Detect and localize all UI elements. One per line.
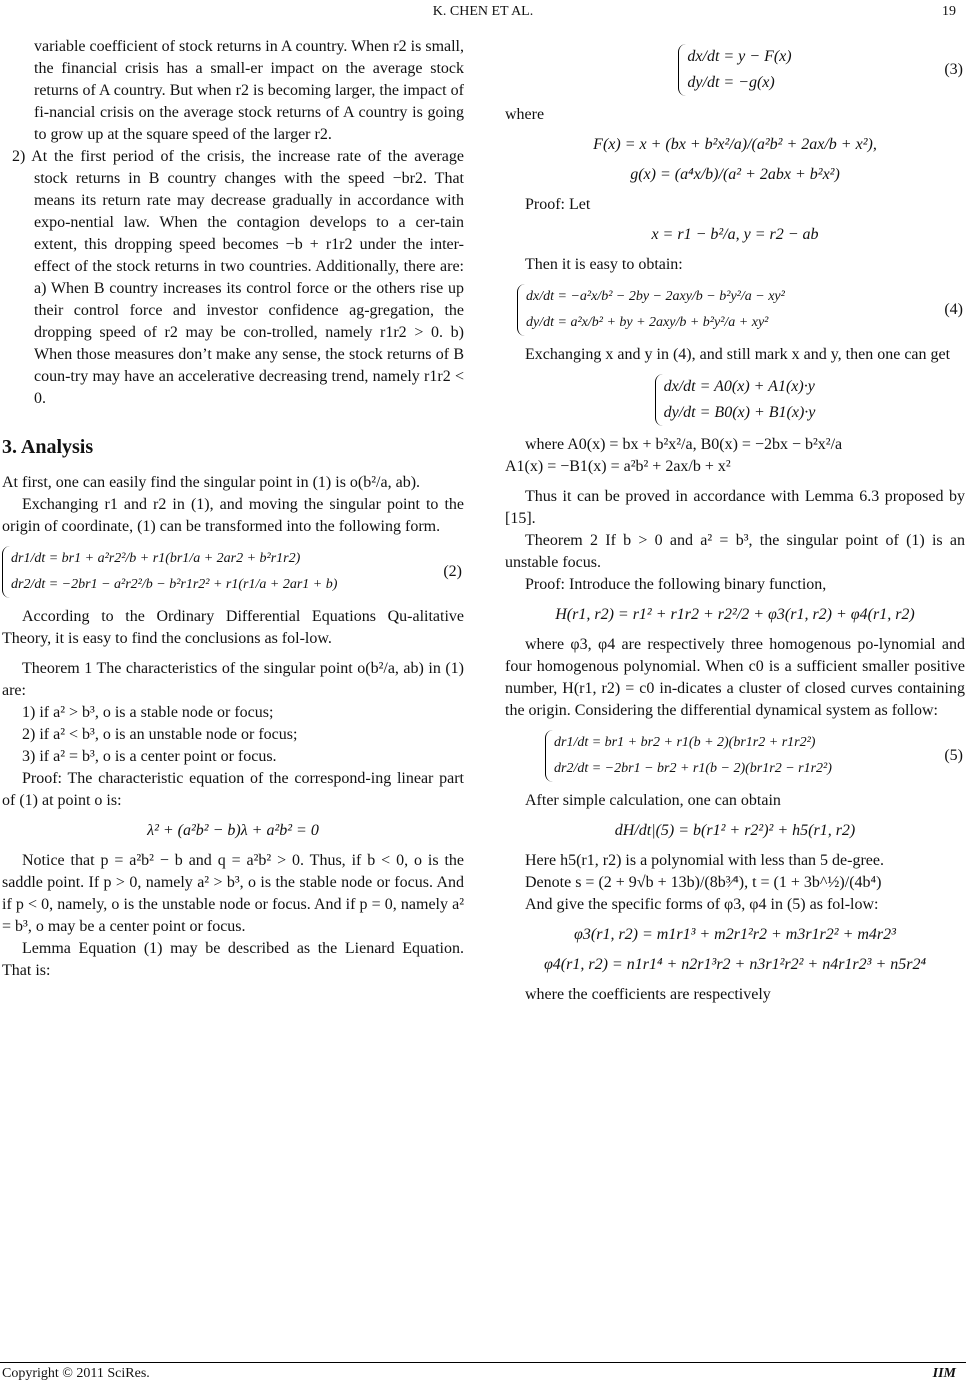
theorem-2: Theorem 2 If b > 0 and a² = b³, the singular point of (1) is an unstable focus. xyxy=(505,532,965,571)
equation-AB-line1: dx/dt = A0(x) + A1(x)·y xyxy=(663,378,815,395)
paragraph-where-phi: where φ3, φ4 are respectively three homogenous po-lynomial and four homogenous polynomial. When c0 is a sufficient smaller positive number, H(r1, r2) = c0 in-dicates a cluster of closed curves containing the origin. Considering the differential dynamical system as follow: xyxy=(505,636,965,719)
right-column xyxy=(505,36,965,1006)
equation-A1: A1(x) = −B1(x) = a²b² + 2ax/b + x² xyxy=(505,458,731,475)
paragraph-then: Then it is easy to obtain: xyxy=(525,256,683,273)
paragraph-after: After simple calculation, one can obtain xyxy=(525,792,781,809)
equation-5-line1: dr1/dt = br1 + br2 + r1(b + 2)(br1r2 + r1r2²) xyxy=(554,735,816,750)
equation-number: (3) xyxy=(944,61,963,78)
equation-5 xyxy=(505,730,965,782)
paragraph-item2: 2) At the first period of the crisis, the increase rate of the average stock returns in B country changes with the speed −br2. That means its return rate may decrease gradually in accordance with expo-nential law. When the contagion develops to a cer-tain extent, this dropping speed becomes −b + r1r2 under the inter-effect of the stock returns in two countries. Additionally, there are: a) When B country increases its control force or the others rise up their control force and investor confidence ag-gregation, the dropping speed of r2 may be con-trolled, namely r1r2 > 0. b) When those measures don’t make any sense, the stock returns of B coun-try may have an accelerative decreasing trend, namely r1r2 < 0. xyxy=(12,148,464,407)
equation-2-line1: dr1/dt = br1 + a²r2²/b + r1(br1/a + 2ar2 + b²r1r2) xyxy=(11,551,301,566)
where-label: where xyxy=(505,106,545,123)
equation-AB-line2: dy/dt = B0(x) + B1(x)·y xyxy=(663,404,816,421)
equation-F: F(x) = x + (bx + b²x²/a)/(a²b² + 2ax/b + x²), xyxy=(593,136,877,153)
paragraph-exchanging: Exchanging r1 and r2 in (1), and moving the singular point to the origin of coordinate, (1) can be transformed into the following form. xyxy=(2,496,464,535)
paragraph-coefficients: where the coefficients are respectively xyxy=(525,986,771,1003)
paragraph-exchanging-xy: Exchanging x and y in (4), and still mark x and y, then one can get xyxy=(525,346,951,363)
equation-4-line2: dy/dt = a²x/b² + by + 2axy/b + b²y²/a + xy² xyxy=(526,315,769,330)
equation-3 xyxy=(505,44,965,96)
equation-4-line1: dx/dt = −a²x/b² − 2by − 2axy/b − b²y²/a − xy² xyxy=(526,289,785,304)
equation-number: (5) xyxy=(944,747,963,764)
theorem-1-item1: 1) if a² > b³, o is a stable node or focus; xyxy=(22,704,274,721)
lemma: Lemma Equation (1) may be described as the Lienard Equation. That is: xyxy=(2,940,464,979)
equation-3-line1: dx/dt = y − F(x) xyxy=(687,48,792,65)
equation-2 xyxy=(2,546,464,598)
paragraph-singular: At first, one can easily find the singular point in (1) is o(b²/a, ab). xyxy=(2,474,421,491)
characteristic-equation: λ² + (a²b² − b)λ + a²b² = 0 xyxy=(147,822,319,839)
section-heading: 3. Analysis xyxy=(2,436,94,458)
paragraph-thus: Thus it can be proved in accordance with Lemma 6.3 proposed by [15]. xyxy=(505,488,965,527)
proof-3: Proof: Introduce the following binary function, xyxy=(525,576,827,593)
proof-1: Proof: The characteristic equation of the correspond-ing linear part of (1) at point o is: xyxy=(2,770,464,809)
copyright: Copyright © 2011 SciRes. xyxy=(2,1366,150,1381)
journal-abbrev: IIM xyxy=(932,1366,956,1381)
equation-2-line2: dr2/dt = −2br1 − a²r2²/b − b²r1r2² + r1(r1/a + 2ar1 + b) xyxy=(11,577,338,592)
running-title: K. CHEN ET AL. xyxy=(432,4,534,19)
equation-phi3: φ3(r1, r2) = m1r1³ + m2r1²r2 + m3r1r2² + m4r2³ xyxy=(574,926,896,943)
where-AB: where A0(x) = bx + b²x²/a, B0(x) = −2bx − b²x²/a xyxy=(525,436,843,453)
paragraph-denote: Denote s = (2 + 9√b + 13b)/(8b³⁄⁴), t = (1 + 3b^½)/(4b⁴) xyxy=(525,874,882,891)
paragraph-odeqt: According to the Ordinary Differential Equations Qu-alitative Theory, it is easy to find the conclusions as fol-low. xyxy=(2,608,464,647)
paragraph-give: And give the specific forms of φ3, φ4 in (5) as fol-low: xyxy=(525,896,879,913)
theorem-1-item3: 3) if a² = b³, o is a center point or focus. xyxy=(22,748,277,765)
equation-5-line2: dr2/dt = −2br1 − br2 + r1(b − 2)(br1r2 − r1r2²) xyxy=(554,761,832,776)
equation-number: (4) xyxy=(944,301,963,318)
theorem-1-item2: 2) if a² < b³, o is an unstable node or focus; xyxy=(22,726,298,743)
equation-g: g(x) = (a⁴x/b)/(a² + 2abx + b²x²) xyxy=(630,166,840,183)
paragraph-notice: Notice that p = a²b² − b and q = a²b² > 0. Thus, if b < 0, o is the saddle point. If p > 0, namely a² > b³, o is the stable node or focus. And if p < 0, namely, o is the unstable node or focus. And if p = 0, namely a² = b³, o may be a center point or focus. xyxy=(2,852,464,935)
theorem-1: Theorem 1 The characteristics of the singular point o(b²/a, ab) in (1) are: xyxy=(2,660,464,699)
equation-3-line2: dy/dt = −g(x) xyxy=(687,74,775,91)
equation-AB xyxy=(505,374,965,426)
page-footer xyxy=(0,1362,966,1381)
page-number: 19 xyxy=(942,4,956,19)
equation-number: (2) xyxy=(443,563,462,580)
equation-H: H(r1, r2) = r1² + r1r2 + r2²/2 + φ3(r1, r2) + φ4(r1, r2) xyxy=(555,606,915,623)
equation-dH: dH/dt|(5) = b(r1² + r2²)² + h5(r1, r2) xyxy=(614,822,856,839)
equation-let: x = r1 − b²/a, y = r2 − ab xyxy=(651,226,819,243)
equation-4 xyxy=(505,284,965,336)
left-column xyxy=(2,36,464,982)
paragraph-here: Here h5(r1, r2) is a polynomial with less than 5 de-gree. xyxy=(525,852,885,869)
paragraph-item1-end: variable coefficient of stock returns in A country. When r2 is small, the financial crisis has a small-er impact on the average stock returns of A country. But when r2 is becoming larger, the impact of fi-nancial crisis on the average stock returns of A country is going to grow up at the square speed of the larger r2. xyxy=(34,38,464,143)
proof-2: Proof: Let xyxy=(525,196,591,213)
equation-phi4: φ4(r1, r2) = n1r1⁴ + n2r1³r2 + n3r1²r2² + n4r1r2³ + n5r2⁴ xyxy=(543,956,927,973)
